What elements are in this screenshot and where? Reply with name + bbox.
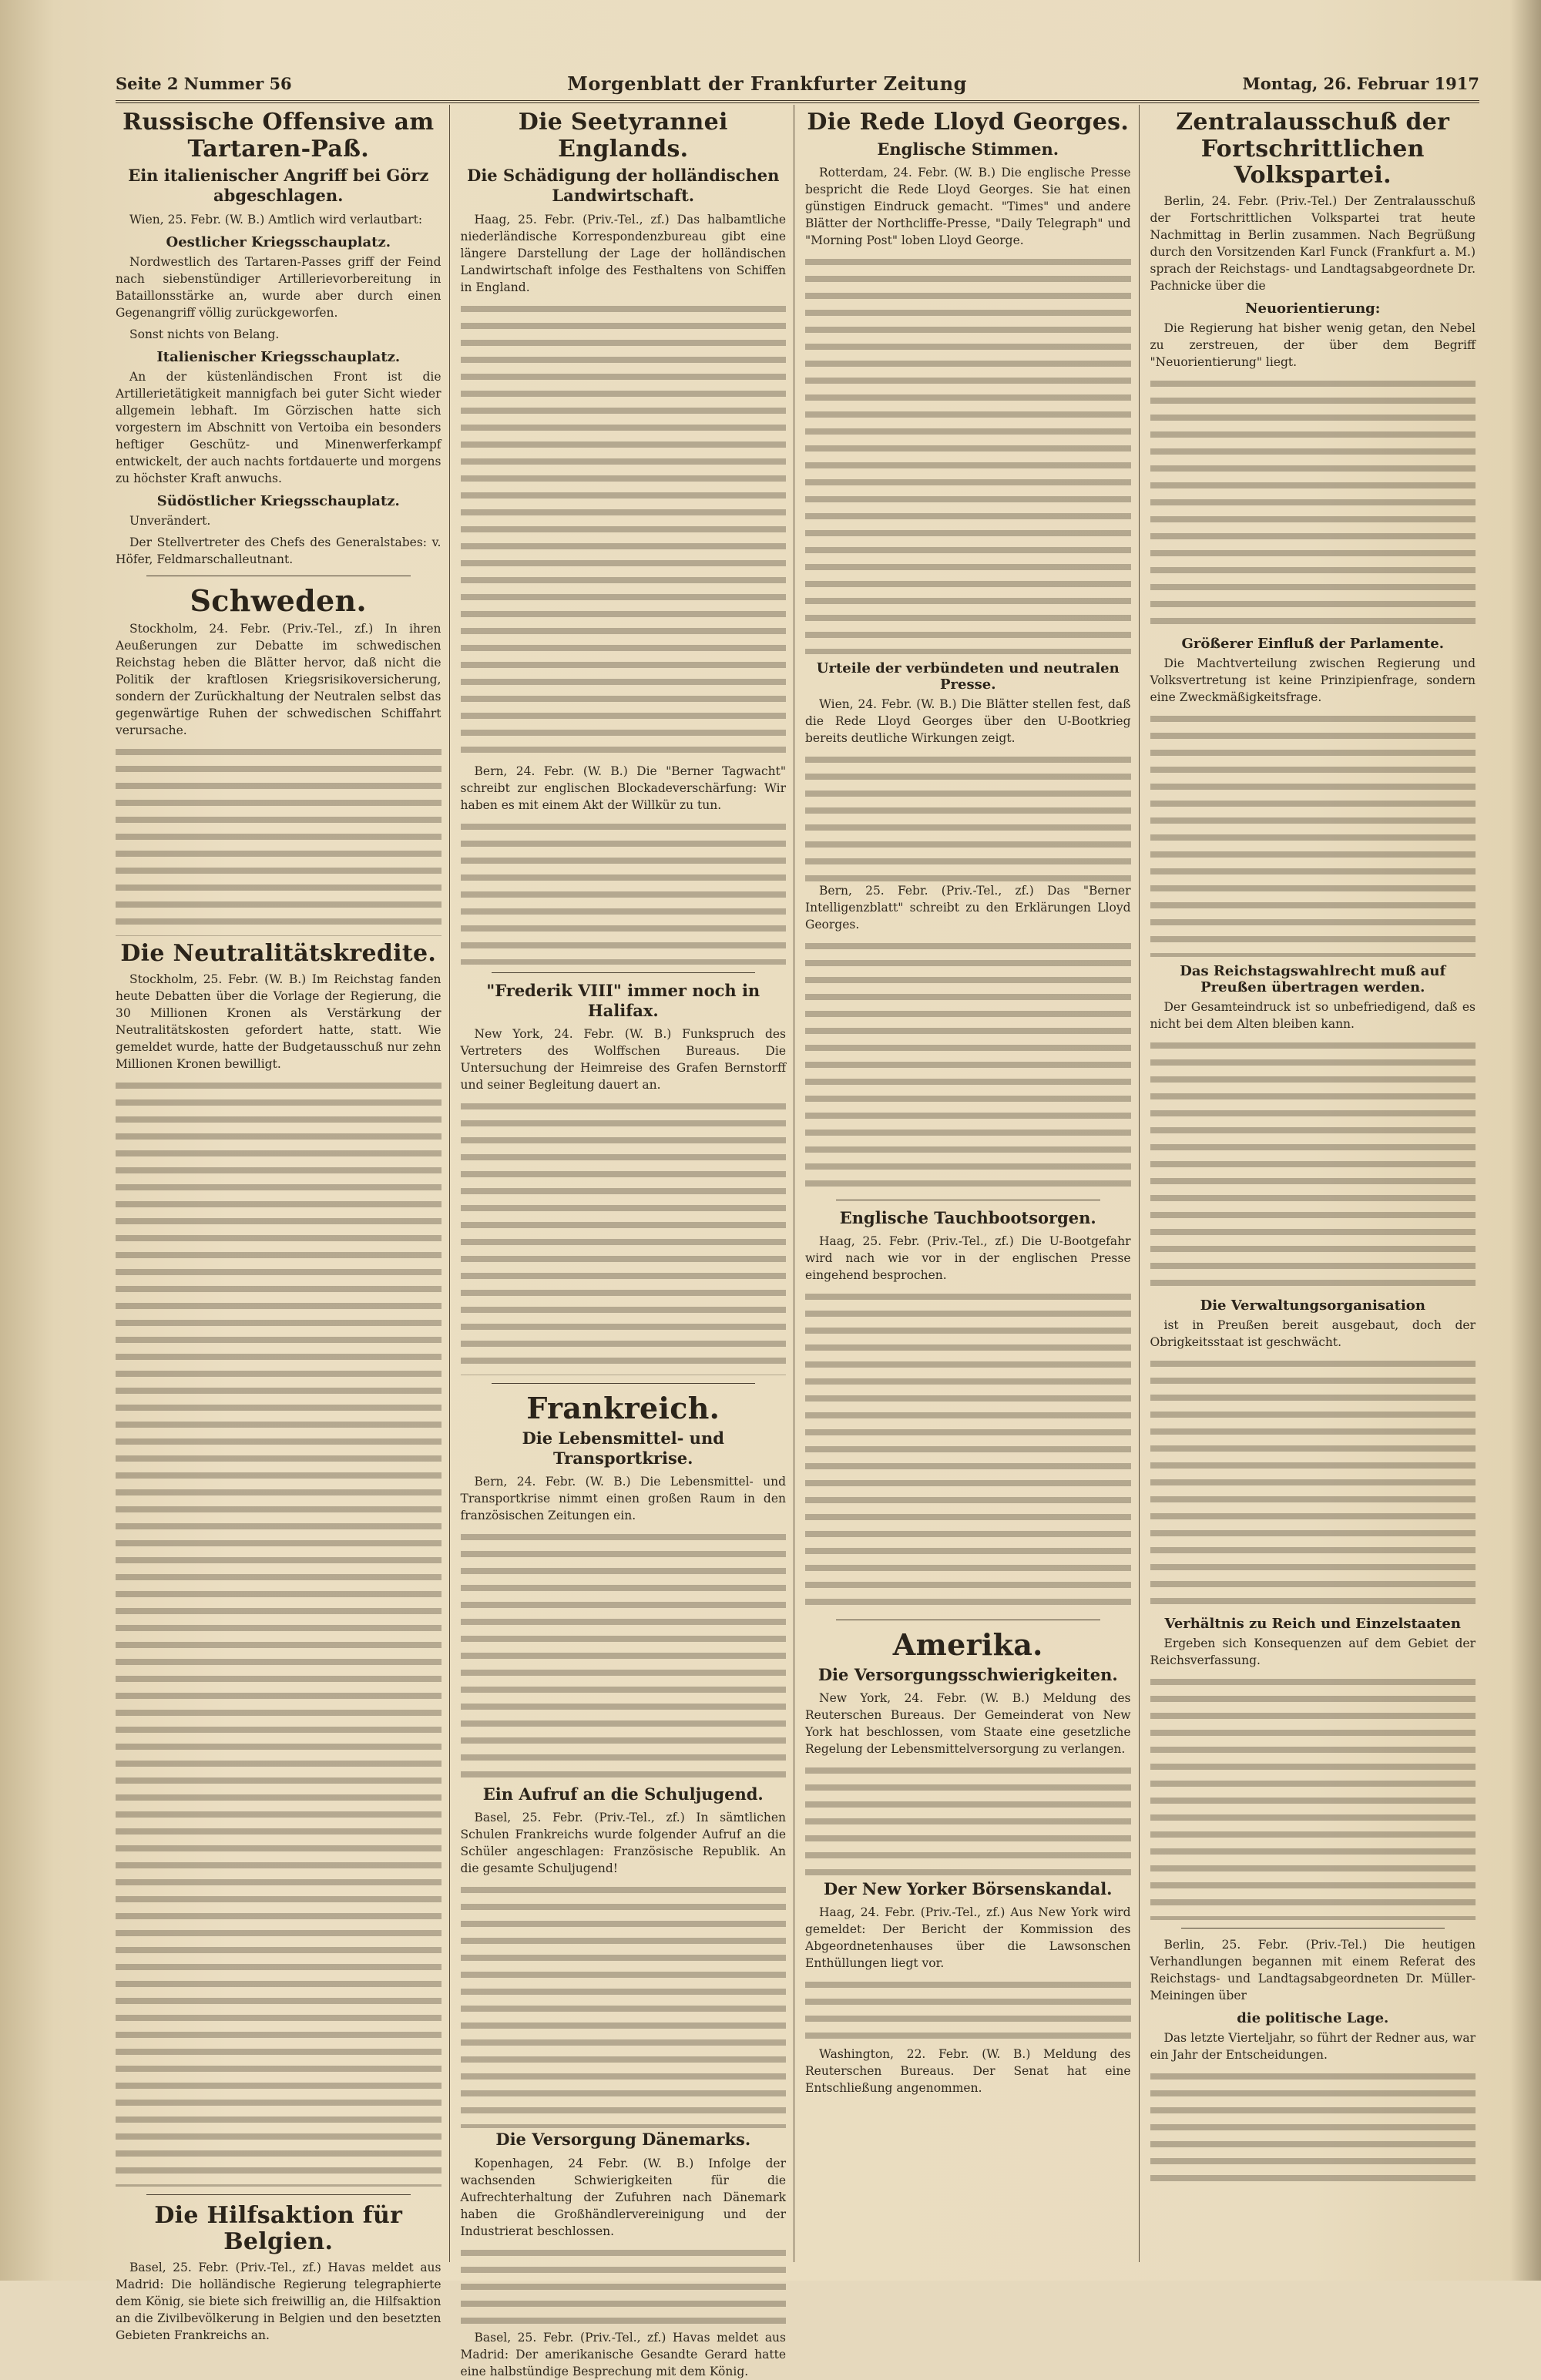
article-headline: Ein Aufruf an die Schuljugend.: [482, 1784, 764, 1804]
article-headline: Der New Yorker Börsenskandal.: [823, 1878, 1113, 1898]
text-lines: [805, 1762, 1131, 1878]
article-headline: Russische Offensive am Tartaren-Paß.: [123, 109, 435, 163]
article-paragraph: Haag, 25. Febr. (Priv.-Tel., zf.) Das halbamtliche niederländische Korrespondenzbureau gibt eine längere Darstellung der Lage der holländischen Landwirtschaft infolge des Festhaltens von Schiffen in England.: [460, 212, 786, 294]
article-headline: Englische Tauchbootsorgen.: [839, 1207, 1096, 1227]
text-block: [461, 2244, 787, 2329]
article-subheadline: Ein italienischer Angriff bei Görz abgeschlagen.: [128, 166, 429, 206]
text-block: [1150, 1673, 1476, 1920]
text-block: [461, 1098, 787, 1375]
article-headline: Die Hilfsaktion für Belgien.: [154, 2201, 403, 2256]
text-lines: [461, 2244, 787, 2329]
article-paragraph: Die Machtverteilung zwischen Regierung und Volksvertretung ist keine Prinzipienfrage, sondern eine Zweckmäßigkeitsfrage.: [1150, 656, 1476, 704]
text-lines: [805, 751, 1131, 882]
article-subheadline: Die Schädigung der holländischen Landwirtschaft.: [467, 166, 780, 206]
article-paragraph: New York, 24. Febr. (W. B.) Meldung des Reuterschen Bureaus. Der Gemeinderat von New York hat beschlossen, vom Staate eine gesetzliche Regelung der Lebensmittelversorgung zu verlangen.: [805, 1690, 1131, 1756]
article-paragraph: Wien, 24. Febr. (W. B.) Die Blätter stellen fest, daß die Rede Lloyd Georges über den U-Bootkrieg bereits deutliche Wirkungen zeigt.: [805, 697, 1131, 745]
article-headline: Die Seetyrannei Englands.: [518, 109, 728, 163]
text-lines: [461, 818, 787, 965]
article-paragraph: Sonst nichts von Belang.: [129, 327, 280, 341]
article-paragraph: Bern, 25. Febr. (Priv.-Tel., zf.) Das "Berner Intelligenzblatt" schreibt zu den Erklärungen Lloyd Georges.: [805, 883, 1131, 932]
article-headline: Amerika.: [892, 1627, 1043, 1662]
article-paragraph: An der küstenländischen Front ist die Artillerietätigkeit mannigfach bei guter Sicht wieder allgemein lebhaft. Im Görzischen hatte sich vorgestern im Abschnitt von Vertoiba ein besonders heftiger Geschütz- und Minenwerferkampf entwickelt, der auch nachts fortdauerte und morgens zu höchster Kraft anwuchs.: [116, 369, 441, 485]
article-paragraph: Unverändert.: [129, 513, 211, 528]
text-lines: [1150, 1037, 1476, 1291]
divider: [492, 1383, 756, 1384]
article-paragraph: Nordwestlich des Tartaren-Passes griff der Feind nach siebenstündiger Artillerievorbereitung in Bataillonsstärke an, wurde aber durch einen Gegenangriff völlig zurückgeworfen.: [116, 254, 441, 320]
article-paragraph: Stockholm, 25. Febr. (W. B.) Im Reichstag fanden heute Debatten über die Vorlage der Regierung, die 30 Millionen Kronen als Verstärkung der Neutralitätskosten gefordert hatte, statt. Wie gemeldet wurde, hatte der Budgetausschuß nur zehn Millionen Kronen bewilligt.: [116, 972, 441, 1071]
text-lines: [805, 1288, 1131, 1612]
text-block: [1150, 2068, 1476, 2184]
article-paragraph: Bern, 24. Febr. (W. B.) Die "Berner Tagwacht" schreibt zur englischen Blockadeverschärfung: Wir haben es mit einem Akt der Willkür zu tun.: [460, 764, 786, 812]
section-heading: die politische Lage.: [1237, 2009, 1389, 2026]
text-lines: [805, 938, 1131, 1192]
article-paragraph: Washington, 22. Febr. (W. B.) Meldung des Reuterschen Bureaus. Der Senat hat eine Entschließung angenommen.: [805, 2047, 1131, 2096]
text-block: [805, 938, 1131, 1192]
column-4: [1150, 105, 1484, 2262]
text-block: [805, 253, 1131, 654]
text-lines: [461, 1529, 787, 1783]
section-heading: Verhältnis zu Reich und Einzelstaaten: [1164, 1615, 1461, 1632]
text-lines: [461, 1098, 787, 1375]
text-block: [805, 751, 1131, 882]
article-paragraph: Haag, 24. Febr. (Priv.-Tel., zf.) Aus New York wird gemeldet: Der Bericht der Kommission des Abgeordnetenhauses über die Lawsonschen Enthüllungen liegt vor.: [805, 1905, 1131, 1971]
text-block: [116, 744, 441, 936]
section-heading: Südöstlicher Kriegsschauplatz.: [156, 492, 400, 509]
article-paragraph: Bern, 24. Febr. (W. B.) Die Lebensmittel- und Transportkrise nimmt einen großen Raum in den französischen Zeitungen ein.: [460, 1475, 786, 1523]
text-lines: [805, 1976, 1131, 2046]
section-heading: Neuorientierung:: [1245, 300, 1381, 317]
article-paragraph: New York, 24. Febr. (W. B.) Funkspruch des Vertreters des Wolffschen Bureaus. Die Untersuchung der Heimreise des Grafen Bernstorff und seiner Begleitung dauert an.: [460, 1027, 786, 1092]
text-block: [1150, 710, 1476, 957]
masthead: Morgenblatt der Frankfurter Zeitung: [567, 72, 967, 95]
column-3: [805, 105, 1140, 2262]
text-block: [805, 1288, 1131, 1612]
text-lines: [1150, 1355, 1476, 1610]
text-block: [805, 1762, 1131, 1878]
text-block: [461, 1529, 787, 1783]
text-block: [1150, 1037, 1476, 1291]
article-paragraph: Ergeben sich Konsequenzen auf dem Gebiet der Reichsverfassung.: [1150, 1636, 1476, 1667]
article-paragraph: Kopenhagen, 24 Febr. (W. B.) Infolge der wachsenden Schwierigkeiten für die Aufrechterhaltung der Zufuhren nach Dänemark haben die Großhändlervereinigung und der Industrierat beschlossen.: [460, 2156, 786, 2238]
article-paragraph: Der Gesamteindruck ist so unbefriedigend, daß es nicht bei dem Alten bleiben kann.: [1150, 999, 1476, 1031]
issue-date: Montag, 26. Februar 1917: [1242, 73, 1479, 93]
article-subheadline: Die Lebensmittel- und Transportkrise.: [522, 1428, 724, 1468]
text-block: [116, 1077, 441, 2187]
page-number: Seite 2 Nummer 56: [116, 73, 292, 93]
section-heading: Oestlicher Kriegsschauplatz.: [166, 233, 391, 250]
text-block: [461, 1882, 787, 2128]
article-paragraph: Basel, 25. Febr. (Priv.-Tel., zf.) In sämtlichen Schulen Frankreichs wurde folgender Aufruf an die Schüler angeschlagen: Französische Republik. An die gesamte Schuljugend!: [460, 1811, 786, 1876]
article-paragraph: Wien, 25. Febr. (W. B.) Amtlich wird verlautbart:: [129, 212, 423, 227]
article-paragraph: Berlin, 25. Febr. (Priv.-Tel.) Die heutigen Verhandlungen begannen mit einem Referat des Reichstags- und Landtagsabgeordneten Dr. Müller-Meiningen über: [1150, 1937, 1476, 2002]
article-paragraph: Stockholm, 24. Febr. (Priv.-Tel., zf.) In ihren Aeußerungen zur Debatte im schwedischen Reichstag heben die Blätter hervor, daß nicht die Politik der kraftlosen Kriegsrisikoversicherung, sondern der Zurückhaltung der Neutralen selbst das gegenwärtige Ruhen der schwedischen Schiffahrt verursache.: [116, 622, 441, 738]
divider: [1181, 1928, 1445, 1929]
text-lines: [1150, 2068, 1476, 2184]
section-heading: Größerer Einfluß der Parlamente.: [1181, 635, 1445, 652]
column-1: [116, 105, 450, 2342]
section-heading: Die Verwaltungsorganisation: [1200, 1297, 1425, 1314]
article-paragraph: Basel, 25. Febr. (Priv.-Tel., zf.) Havas meldet aus Madrid: Die holländische Regierung telegraphierte dem König, sie biete sich freiwillig an, die Hilfsaktion an die Zivilbevölkerung in Belgien und den besetzten Gebieten Frankreichs an.: [116, 2260, 441, 2342]
article-headline: Schweden.: [190, 582, 367, 618]
article-paragraph: ist in Preußen bereit ausgebaut, doch der Obrigkeitsstaat ist geschwächt.: [1150, 1318, 1476, 1349]
text-block: [461, 300, 787, 763]
article-paragraph: Die Regierung hat bisher wenig getan, den Nebel zu zerstreuen, der über dem Begriff "Neuorientierung" liegt.: [1150, 321, 1476, 369]
article-paragraph: Basel, 25. Febr. (Priv.-Tel., zf.) Havas meldet aus Madrid: Der amerikanische Gesandte Gerard hatte eine halbstündige Besprechung mit dem König.: [460, 2330, 786, 2378]
signature-line: Der Stellvertreter des Chefs des Generalstabes: v. Höfer, Feldmarschalleutnant.: [116, 535, 441, 566]
text-lines: [116, 744, 441, 936]
text-lines: [1150, 1673, 1476, 1920]
article-headline: Die Versorgung Dänemarks.: [495, 2130, 751, 2150]
article-paragraph: Rotterdam, 24. Febr. (W. B.) Die englische Presse bespricht die Rede Lloyd Georges. Sie hat einen günstigen Eindruck gemacht. "Times" und andere Blätter der Northcliffe-Presse, "Daily Telegraph" und "Morning Post" loben Lloyd George.: [805, 165, 1131, 247]
article-headline: Frankreich.: [526, 1391, 720, 1425]
text-lines: [1150, 710, 1476, 957]
article-paragraph: Berlin, 24. Febr. (Priv.-Tel.) Der Zentralausschuß der Fortschrittlichen Volkspartei trat heute Nachmittag in Berlin zusammen. Nach Begrüßung durch den Vorsitzenden Karl Funck (Frankfurt a. M.) sprach der Reichstags- und Landtagsabgeordnete Dr. Pachnicke über die: [1150, 193, 1476, 293]
article-headline: Die Rede Lloyd Georges.: [807, 109, 1130, 136]
columns: [116, 105, 1483, 2378]
article-headline: "Frederik VIII" immer noch in Halifax.: [486, 980, 760, 1020]
article-headline: Zentralausschuß der Fortschrittlichen Volkspartei.: [1176, 109, 1450, 189]
text-lines: [1150, 375, 1476, 629]
text-block: [805, 1976, 1131, 2046]
page-header: [116, 66, 1479, 103]
text-block: [1150, 375, 1476, 629]
section-heading: Italienischer Kriegsschauplatz.: [156, 348, 401, 365]
article-subheadline: Die Versorgungsschwierigkeiten.: [818, 1664, 1118, 1684]
text-block: [461, 818, 787, 965]
section-heading: Urteile der verbündeten und neutralen Presse.: [816, 660, 1120, 693]
column-2: [460, 105, 795, 2378]
article-subheadline: Englische Stimmen.: [877, 139, 1059, 159]
section-heading: Das Reichstagswahlrecht muß auf Preußen übertragen werden.: [1180, 962, 1446, 995]
divider: [146, 2194, 411, 2195]
text-block: [1150, 1355, 1476, 1610]
article-headline: Die Neutralitätskredite.: [120, 940, 437, 968]
text-lines: [805, 253, 1131, 654]
article-paragraph: Das letzte Vierteljahr, so führt der Redner aus, war ein Jahr der Entscheidungen.: [1150, 2030, 1476, 2062]
text-lines: [116, 1077, 441, 2187]
text-lines: [461, 300, 787, 763]
text-lines: [461, 1882, 787, 2128]
divider: [492, 972, 756, 973]
article-paragraph: Haag, 25. Febr. (Priv.-Tel., zf.) Die U-Bootgefahr wird nach wie vor in der englischen Presse eingehend besprochen.: [805, 1234, 1131, 1282]
